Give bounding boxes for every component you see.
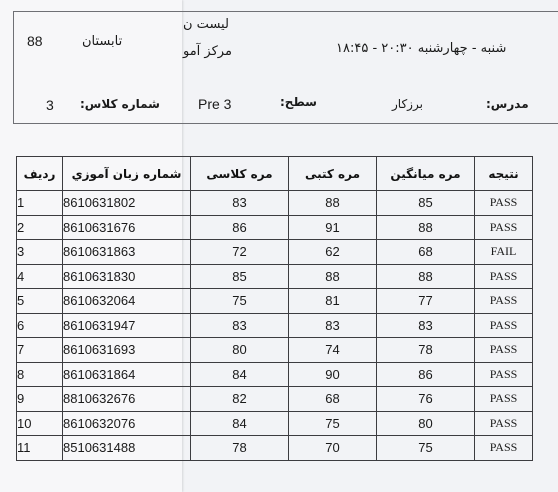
cell-class-score: 75 [191, 289, 289, 314]
cell-row-number: 2 [17, 215, 63, 240]
cell-written-score: 68 [289, 387, 377, 412]
level-value: Pre 3 [198, 96, 232, 112]
cell-result: PASS [475, 313, 533, 338]
cell-average-score: 88 [377, 215, 475, 240]
cell-result: PASS [475, 411, 533, 436]
cell-average-score: 77 [377, 289, 475, 314]
grades-table [16, 156, 533, 461]
column-header-average: مره میانگین [377, 157, 475, 191]
cell-row-number: 8 [17, 362, 63, 387]
table-row [17, 362, 533, 387]
table-row [17, 289, 533, 314]
column-header-row: ردیف [17, 157, 63, 191]
cell-row-number: 7 [17, 338, 63, 363]
cell-written-score: 74 [289, 338, 377, 363]
cell-class-score: 83 [191, 191, 289, 216]
table-row [17, 191, 533, 216]
cell-written-score: 70 [289, 436, 377, 461]
cell-student-id: 8510631488 [63, 436, 191, 461]
cell-row-number: 1 [17, 191, 63, 216]
cell-row-number: 11 [17, 436, 63, 461]
table-row [17, 215, 533, 240]
cell-result: PASS [475, 387, 533, 412]
table-row [17, 240, 533, 265]
cell-average-score: 80 [377, 411, 475, 436]
cell-student-id: 8810632676 [63, 387, 191, 412]
cell-average-score: 86 [377, 362, 475, 387]
cell-result: PASS [475, 362, 533, 387]
cell-class-score: 72 [191, 240, 289, 265]
table-row [17, 436, 533, 461]
table-row [17, 313, 533, 338]
teacher-label: مدرس: [486, 97, 529, 111]
cell-student-id: 8610631676 [63, 215, 191, 240]
teacher-name: برزکار [392, 97, 423, 111]
cell-result: PASS [475, 215, 533, 240]
column-header-class-score: مره کلاسی [191, 157, 289, 191]
cell-class-score: 78 [191, 436, 289, 461]
column-header-result: نتیجه [475, 157, 533, 191]
class-number-value: 3 [46, 97, 54, 113]
cell-student-id: 8610631947 [63, 313, 191, 338]
cell-result: PASS [475, 264, 533, 289]
cell-row-number: 6 [17, 313, 63, 338]
level-label: سطح: [280, 95, 317, 109]
table-row [17, 411, 533, 436]
cell-student-id: 8610631802 [63, 191, 191, 216]
cell-written-score: 88 [289, 264, 377, 289]
cell-class-score: 80 [191, 338, 289, 363]
cell-row-number: 4 [17, 264, 63, 289]
cell-row-number: 3 [17, 240, 63, 265]
cell-row-number: 9 [17, 387, 63, 412]
class-number-label: شماره کلاس: [80, 97, 160, 111]
column-header-written-score: مره کتبی [289, 157, 377, 191]
table-row [17, 264, 533, 289]
cell-result: FAIL [475, 240, 533, 265]
cell-written-score: 88 [289, 191, 377, 216]
cell-result: PASS [475, 289, 533, 314]
cell-student-id: 8610632076 [63, 411, 191, 436]
cell-row-number: 10 [17, 411, 63, 436]
cell-student-id: 8610632064 [63, 289, 191, 314]
cell-student-id: 8610631864 [63, 362, 191, 387]
cell-result: PASS [475, 436, 533, 461]
document-title-partial: لیست ن [183, 17, 229, 32]
cell-class-score: 86 [191, 215, 289, 240]
cell-average-score: 76 [377, 387, 475, 412]
cell-average-score: 78 [377, 338, 475, 363]
cell-student-id: 8610631693 [63, 338, 191, 363]
table-header-row [17, 157, 533, 191]
cell-average-score: 88 [377, 264, 475, 289]
cell-average-score: 83 [377, 313, 475, 338]
cell-class-score: 84 [191, 362, 289, 387]
cell-class-score: 85 [191, 264, 289, 289]
cell-result: PASS [475, 338, 533, 363]
column-header-student-id: شماره زبان آموزي [63, 157, 191, 191]
cell-written-score: 91 [289, 215, 377, 240]
table-row [17, 338, 533, 363]
table-row [17, 387, 533, 412]
cell-class-score: 83 [191, 313, 289, 338]
cell-result: PASS [475, 191, 533, 216]
cell-written-score: 62 [289, 240, 377, 265]
cell-written-score: 75 [289, 411, 377, 436]
center-name-partial: مرکز آمو [183, 44, 232, 59]
cell-written-score: 83 [289, 313, 377, 338]
cell-row-number: 5 [17, 289, 63, 314]
cell-average-score: 75 [377, 436, 475, 461]
cell-written-score: 90 [289, 362, 377, 387]
cell-student-id: 8610631830 [63, 264, 191, 289]
cell-average-score: 68 [377, 240, 475, 265]
term-name: تابستان [82, 34, 123, 49]
cell-written-score: 81 [289, 289, 377, 314]
cell-class-score: 82 [191, 387, 289, 412]
cell-average-score: 85 [377, 191, 475, 216]
cell-class-score: 84 [191, 411, 289, 436]
cell-student-id: 8610631863 [63, 240, 191, 265]
header-number: 88 [27, 33, 43, 49]
class-schedule: شنبه - چهارشنبه ۲۰:۳۰ - ۱۸:۴۵ [336, 41, 507, 56]
